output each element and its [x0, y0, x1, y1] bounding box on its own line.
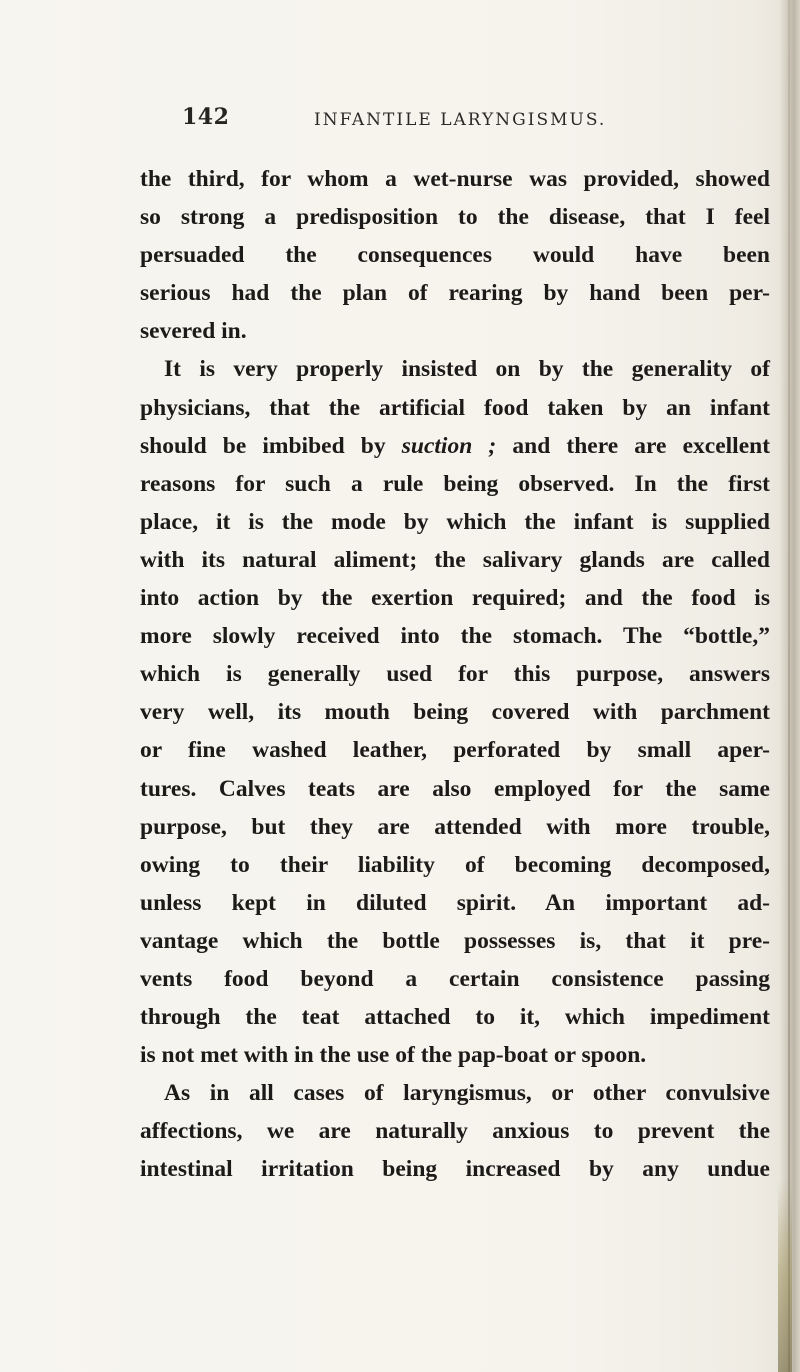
- page-number: 142: [182, 104, 230, 130]
- text-line: into action by the exertion required; and the food is: [140, 585, 770, 612]
- paragraph-start-line: It is very properly insisted on by the generality of: [164, 356, 770, 383]
- text-line: place, it is the mode by which the infant is supplied: [140, 508, 770, 535]
- italic-emphasis: suction ;: [401, 432, 497, 459]
- text-line: with its natural aliment; the salivary glands are called: [140, 546, 770, 573]
- paragraph-start-line: As in all cases of laryngismus, or other convulsive: [164, 1080, 770, 1107]
- page-binding-line: [788, 0, 790, 1372]
- text-segment: and there are excellent: [512, 432, 771, 459]
- page-stain: [778, 1180, 792, 1372]
- text-line: vents food beyond a certain consistence passing: [140, 965, 770, 992]
- text-line: reasons for such a rule being observed. In the first: [140, 470, 770, 497]
- text-line: or fine washed leather, perforated by small aper-: [140, 737, 770, 764]
- text-line: is not met with in the use of the pap-boat or spoon.: [140, 1042, 647, 1069]
- text-line: tures. Calves teats are also employed for the same: [140, 775, 770, 802]
- page-header: [182, 104, 722, 136]
- text-line: through the teat attached to it, which impediment: [140, 1004, 770, 1031]
- body-text: [140, 160, 770, 1189]
- text-line: persuaded the consequences would have been: [140, 242, 770, 269]
- text-line: more slowly received into the stomach. The “bottle,”: [140, 623, 770, 650]
- text-line-with-emphasis: [140, 427, 770, 465]
- text-line: the third, for whom a wet-nurse was provided, showed: [140, 166, 770, 192]
- text-line: so strong a predisposition to the disease, that I feel: [140, 204, 770, 231]
- text-line: purpose, but they are attended with more trouble,: [140, 813, 770, 840]
- text-line: intestinal irritation being increased by any undue: [140, 1156, 770, 1183]
- running-head: INFANTILE LARYNGISMUS.: [314, 110, 607, 130]
- text-line: owing to their liability of becoming decomposed,: [140, 851, 770, 878]
- text-line: physicians, that the artificial food taken by an infant: [140, 394, 770, 421]
- text-line: serious had the plan of rearing by hand been per-: [140, 280, 770, 307]
- text-line: unless kept in diluted spirit. An important ad-: [140, 889, 770, 916]
- text-segment: should be imbibed by: [140, 432, 386, 459]
- text-line: very well, its mouth being covered with parchment: [140, 699, 770, 726]
- text-line: severed in.: [140, 318, 247, 345]
- text-line: vantage which the bottle possesses is, that it pre-: [140, 927, 770, 954]
- text-line: affections, we are naturally anxious to prevent the: [140, 1118, 770, 1145]
- page-edge-shadow: [780, 0, 800, 1372]
- text-line: which is generally used for this purpose, answers: [140, 661, 770, 688]
